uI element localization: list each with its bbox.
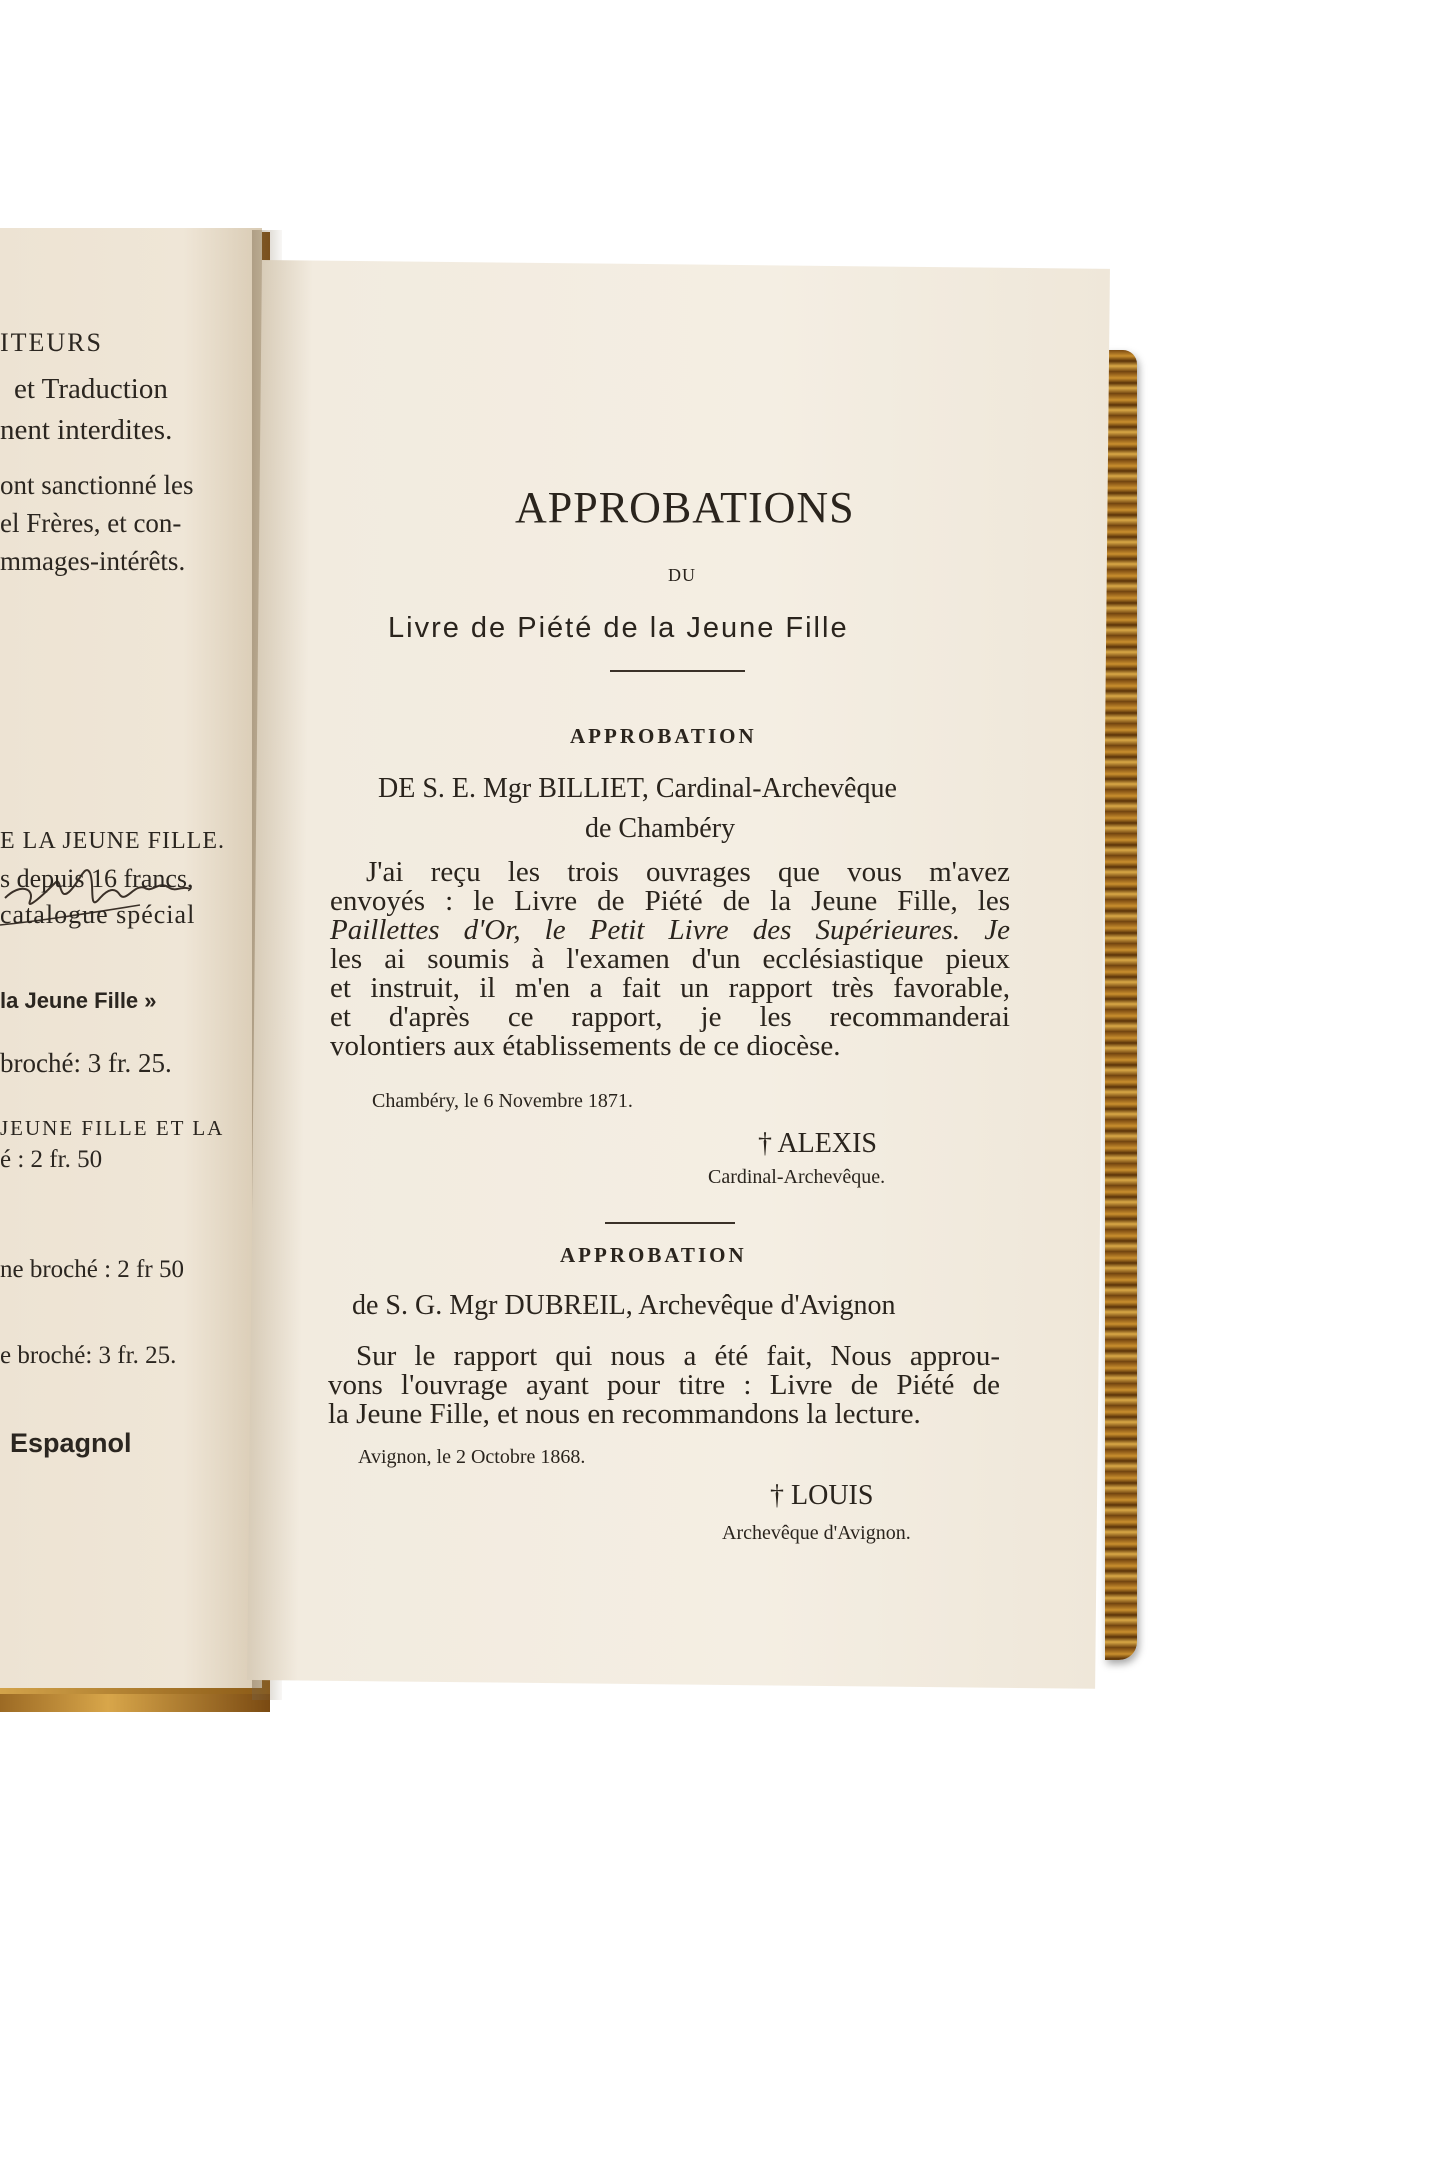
approbation-signature: † ALEXIS bbox=[758, 1128, 877, 1159]
left-line: el Frères, et con- bbox=[0, 508, 182, 538]
left-line: nent interdites. bbox=[0, 414, 173, 446]
left-line: é : 2 fr. 50 bbox=[0, 1146, 103, 1173]
body-line: et instruit, il m'en a fait un rapport très favorable, bbox=[330, 972, 1010, 1004]
left-line: catalogue spécial bbox=[0, 900, 196, 929]
body-line: vons l'ouvrage ayant pour titre : Livre de Piété de bbox=[328, 1369, 1000, 1401]
body-line: la Jeune Fille, et nous en recommandons la lecture. bbox=[328, 1398, 921, 1430]
left-line: ITEURS bbox=[0, 328, 103, 357]
approbation-signature: † LOUIS bbox=[770, 1480, 874, 1511]
left-line: ne broché : 2 fr 50 bbox=[0, 1256, 184, 1283]
body-line: Paillettes d'Or, le Petit Livre des Supérieures. Je bbox=[330, 914, 1010, 946]
body-line: envoyés : le Livre de Piété de la Jeune Fille, les bbox=[330, 885, 1010, 917]
left-page bbox=[0, 228, 262, 1688]
approbation-date: Avignon, le 2 Octobre 1868. bbox=[358, 1446, 586, 1468]
left-line: e broché: 3 fr. 25. bbox=[0, 1342, 177, 1369]
body-line: les ai soumis à l'examen d'un ecclésiastique pieux bbox=[330, 943, 1010, 975]
left-line: la Jeune Fille » bbox=[0, 988, 157, 1013]
body-line: Sur le rapport qui nous a été fait, Nous approu- bbox=[356, 1340, 1000, 1372]
left-line: broché: 3 fr. 25. bbox=[0, 1048, 172, 1078]
approbation-signature-title: Archevêque d'Avignon. bbox=[722, 1522, 911, 1544]
body-line: volontiers aux établissements de ce diocèse. bbox=[330, 1030, 841, 1062]
left-line: et Traduction bbox=[14, 373, 168, 405]
approbation-author: de S. G. Mgr DUBREIL, Archevêque d'Avignon bbox=[352, 1290, 896, 1321]
approbation-body bbox=[330, 858, 1010, 1061]
approbation-author: DE S. E. Mgr BILLIET, Cardinal-Archevêque bbox=[378, 773, 897, 804]
approbation-author-see: de Chambéry bbox=[585, 813, 736, 844]
approbation-date: Chambéry, le 6 Novembre 1871. bbox=[372, 1090, 633, 1112]
left-line: Espagnol bbox=[10, 1428, 132, 1458]
approbation-heading: APPROBATION bbox=[560, 1243, 747, 1267]
left-line: mmages-intérêts. bbox=[0, 546, 186, 576]
divider bbox=[610, 670, 745, 672]
approbation-heading: APPROBATION bbox=[570, 724, 757, 748]
book-spine-gilt bbox=[1105, 350, 1137, 1660]
body-line: J'ai reçu les trois ouvrages que vous m'avez bbox=[366, 856, 1010, 888]
left-line: s depuis 16 francs, bbox=[0, 864, 194, 893]
page-title: APPROBATIONS bbox=[515, 483, 855, 532]
approbation-signature-title: Cardinal-Archevêque. bbox=[708, 1166, 886, 1188]
left-line: JEUNE FILLE ET LA bbox=[0, 1116, 225, 1140]
divider bbox=[605, 1222, 735, 1224]
book-subtitle: Livre de Piété de la Jeune Fille bbox=[388, 612, 849, 644]
approbation-body bbox=[328, 1342, 1000, 1429]
body-line: et d'après ce rapport, je les recommanderai bbox=[330, 1001, 1010, 1033]
left-line: ont sanctionné les bbox=[0, 470, 194, 500]
title-du: DU bbox=[668, 565, 696, 585]
left-line: E LA JEUNE FILLE. bbox=[0, 828, 225, 854]
